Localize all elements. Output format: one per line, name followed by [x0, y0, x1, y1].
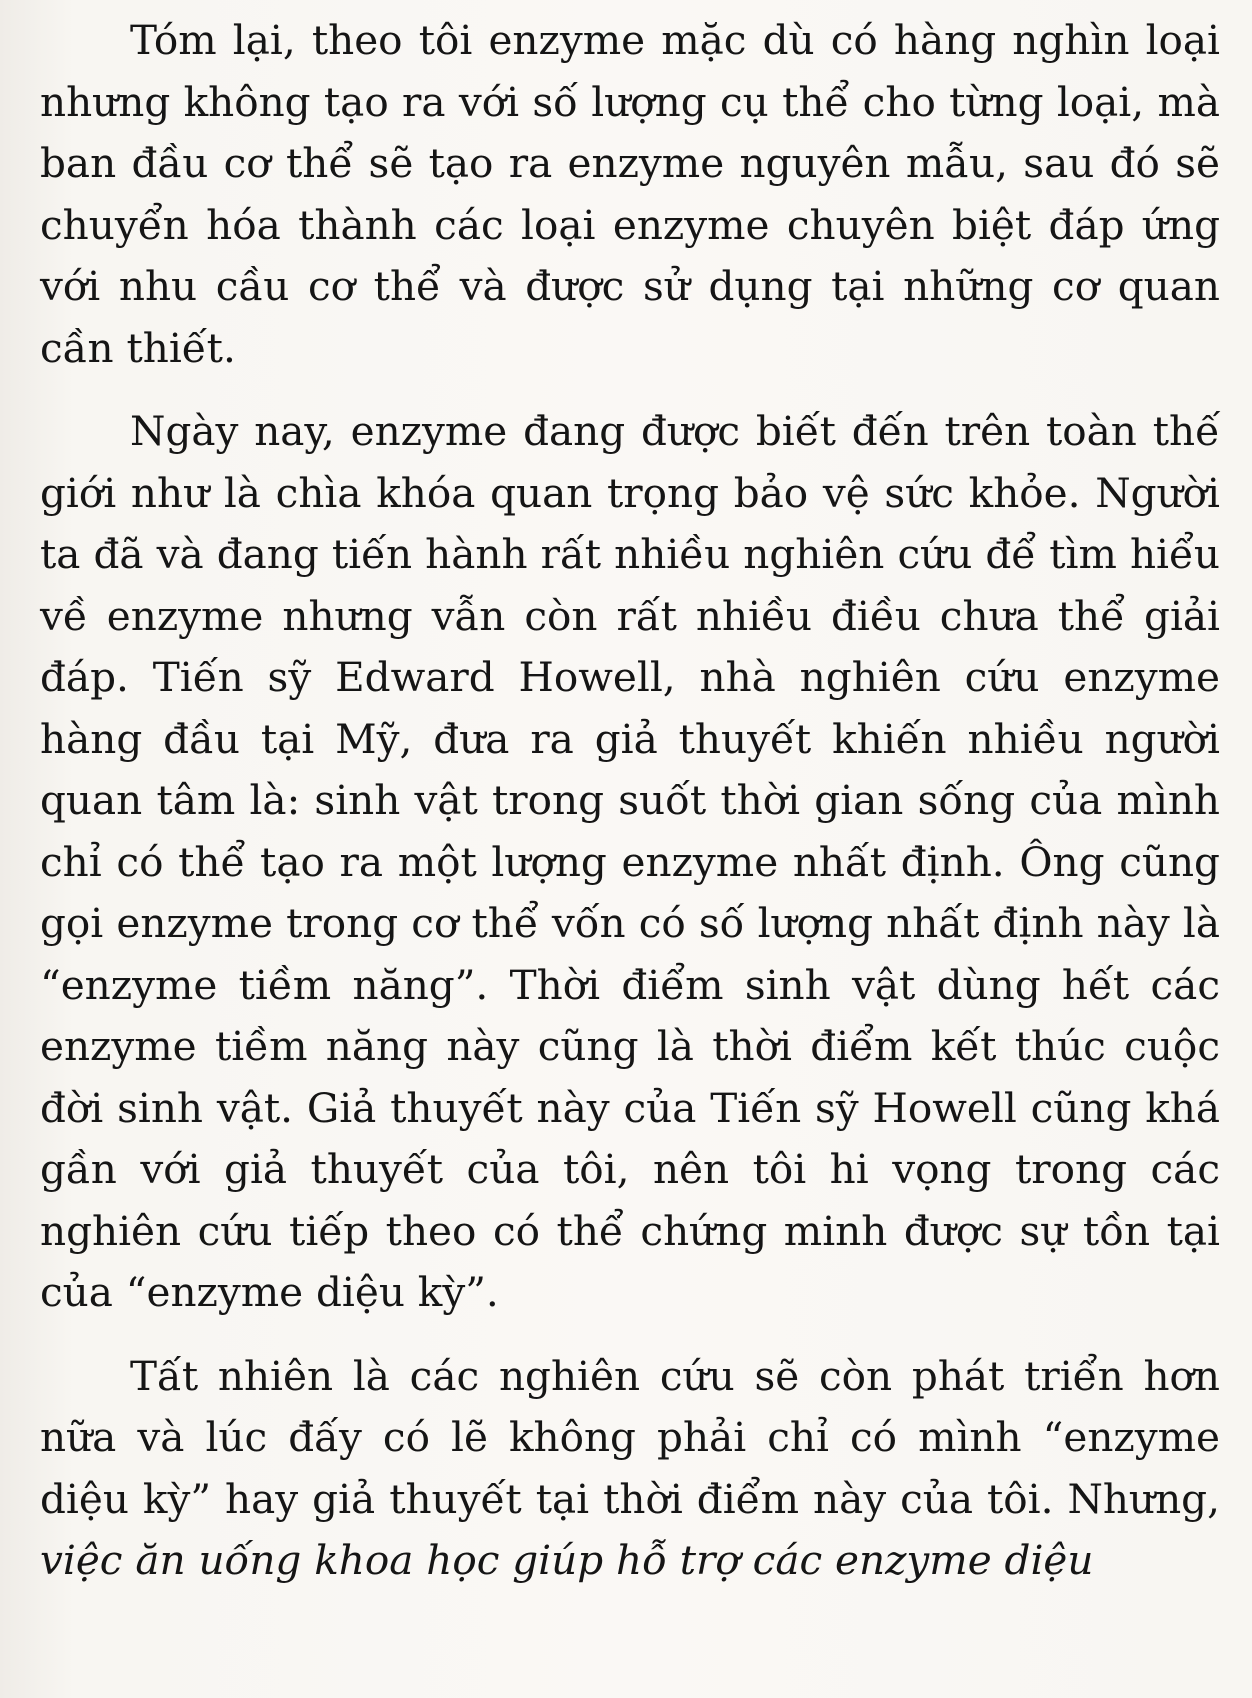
paragraph-2 [40, 401, 1220, 1324]
paragraph-2-text: Ngày nay, enzyme đang được biết đến trên toàn thế giới như là chìa khóa quan trọng bảo vệ sức khỏe. Người ta đã và đang tiến hành rất nhiều nghiên cứu để tìm hiểu về enzyme nhưng vẫn còn rất nhiều điều chưa thể giải đáp. Tiến sỹ Edward Howell, nhà nghiên cứu enzyme hàng đầu tại Mỹ, đưa ra giả thuyết khiến nhiều người quan tâm là: sinh vật trong suốt thời gian sống của mình chỉ có thể tạo ra một lượng enzyme nhất định. Ông cũng gọi enzyme trong cơ thể vốn có số lượng nhất định này là “enzyme tiềm năng”. Thời điểm sinh vật dùng hết các enzyme tiềm năng này cũng là thời điểm kết thúc cuộc đời sinh vật. Giả thuyết này của Tiến sỹ Howell cũng khá gần với giả thuyết của tôi, nên tôi hi vọng trong các nghiên cứu tiếp theo có thể chứng minh được sự tồn tại của “enzyme diệu kỳ”. [40, 407, 1220, 1316]
paragraph-3-italic-text: việc ăn uống khoa học giúp hỗ trợ các enzyme diệu [40, 1536, 1094, 1584]
paragraph-3-text: Tất nhiên là các nghiên cứu sẽ còn phát triển hơn nữa và lúc đấy có lẽ không phải chỉ có mình “enzyme diệu kỳ” hay giả thuyết tại thời điểm này của tôi. Nhưng, [40, 1351, 1220, 1523]
body-text [40, 10, 1220, 1592]
paragraph-1 [40, 10, 1220, 379]
paragraph-1-text: Tóm lại, theo tôi enzyme mặc dù có hàng nghìn loại nhưng không tạo ra với số lượng cụ thể cho từng loại, mà ban đầu cơ thể sẽ tạo ra enzyme nguyên mẫu, sau đó sẽ chuyển hóa thành các loại enzyme chuyên biệt đáp ứng với nhu cầu cơ thể và được sử dụng tại những cơ quan cần thiết. [40, 16, 1220, 372]
paragraph-3 [40, 1346, 1220, 1592]
